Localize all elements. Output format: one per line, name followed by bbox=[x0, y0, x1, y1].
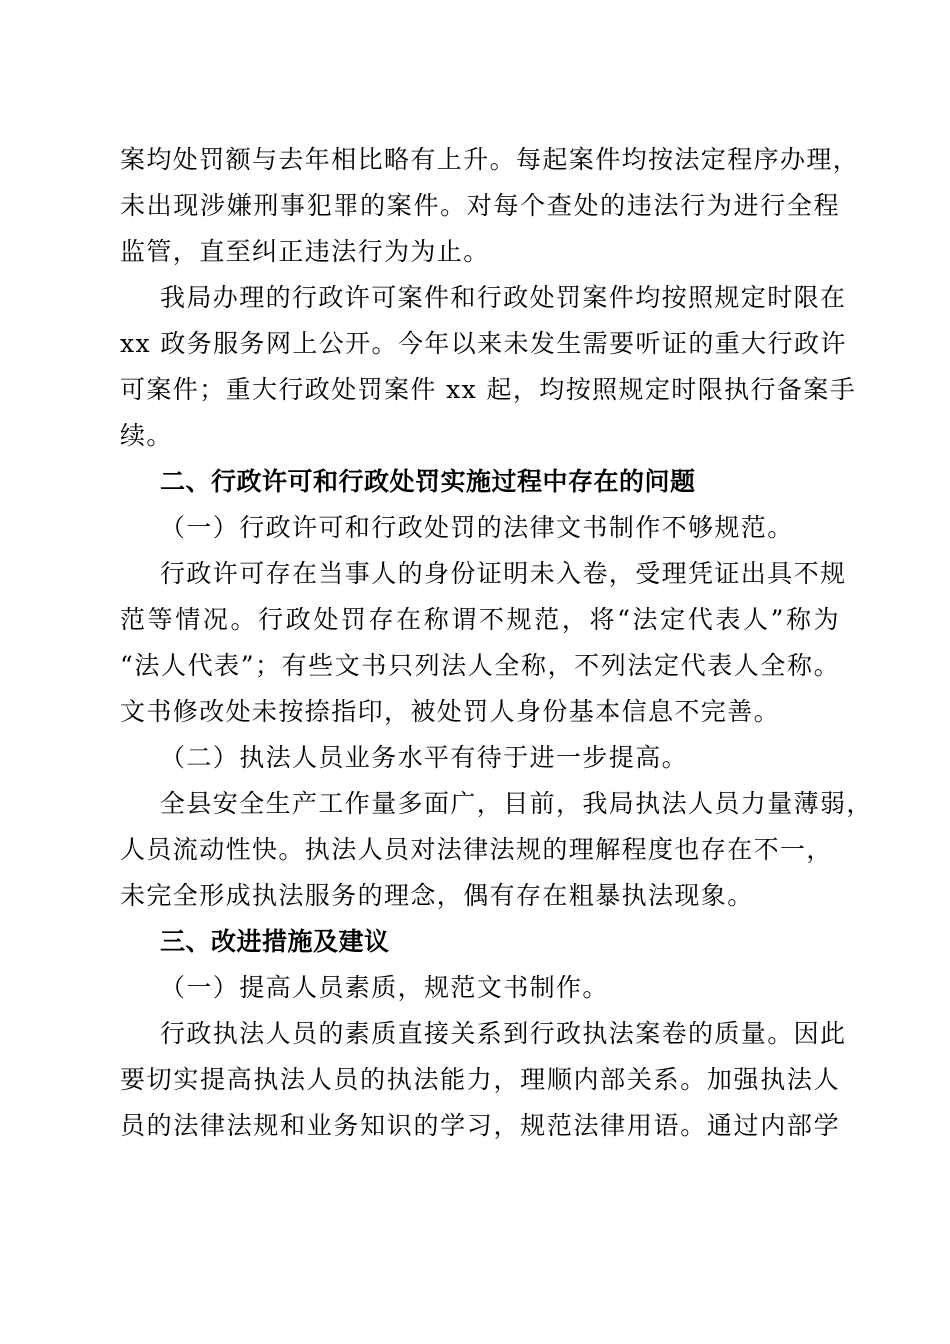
section-heading-2: 二、行政许可和行政处罚实施过程中存在的问题 bbox=[160, 467, 696, 496]
subsection-heading: （二）执法人员业务水平有待于进一步提高。 bbox=[160, 743, 689, 772]
paragraph-line: 文书修改处未按捺指印，被处罚人身份基本信息不完善。 bbox=[120, 697, 781, 726]
paragraph-line: 员的法律法规和业务知识的学习，规范法律用语。通过内部学 bbox=[120, 1111, 840, 1140]
paragraph-line: “法人代表”；有些文书只列法人全称，不列法定代表人全称。 bbox=[120, 651, 840, 680]
paragraph-line: 范等情况。行政处罚存在称谓不规范，将“法定代表人”称为 bbox=[120, 605, 840, 634]
paragraph-line: 监管，直至纠正违法行为为止。 bbox=[120, 237, 490, 266]
paragraph-line: 案均处罚额与去年相比略有上升。每起案件均按法定程序办理， bbox=[120, 145, 860, 174]
section-heading-3: 三、改进措施及建议 bbox=[160, 927, 390, 956]
paragraph-line: 未出现涉嫌刑事犯罪的案件。对每个查处的违法行为进行全程 bbox=[120, 191, 840, 220]
paragraph-line: 要切实提高执法人员的执法能力，理顺内部关系。加强执法人 bbox=[120, 1065, 840, 1094]
paragraph-line: 人员流动性快。执法人员对法律法规的理解程度也存在不一， bbox=[120, 835, 833, 864]
paragraph-line: 未完全形成执法服务的理念，偶有存在粗暴执法现象。 bbox=[120, 881, 754, 910]
paragraph-line: 行政执法人员的素质直接关系到行政执法案卷的质量。因此 bbox=[160, 1019, 847, 1048]
paragraph-line: 我局办理的行政许可案件和行政处罚案件均按照规定时限在 bbox=[160, 283, 847, 312]
paragraph-line: 行政许可存在当事人的身份证明未入卷，受理凭证出具不规 bbox=[160, 559, 847, 588]
paragraph-line: 续。 bbox=[120, 421, 173, 450]
subsection-heading: （一）提高人员素质，规范文书制作。 bbox=[160, 973, 609, 1002]
subsection-heading: （一）行政许可和行政处罚的法律文书制作不够规范。 bbox=[160, 513, 794, 542]
paragraph-line: xx 政务服务网上公开。今年以来未发生需要听证的重大行政许 bbox=[120, 329, 847, 358]
paragraph-line: 全县安全生产工作量多面广，目前，我局执法人员力量薄弱， bbox=[160, 789, 873, 818]
paragraph-line: 可案件；重大行政处罚案件 xx 起，均按照规定时限执行备案手 bbox=[120, 375, 857, 404]
